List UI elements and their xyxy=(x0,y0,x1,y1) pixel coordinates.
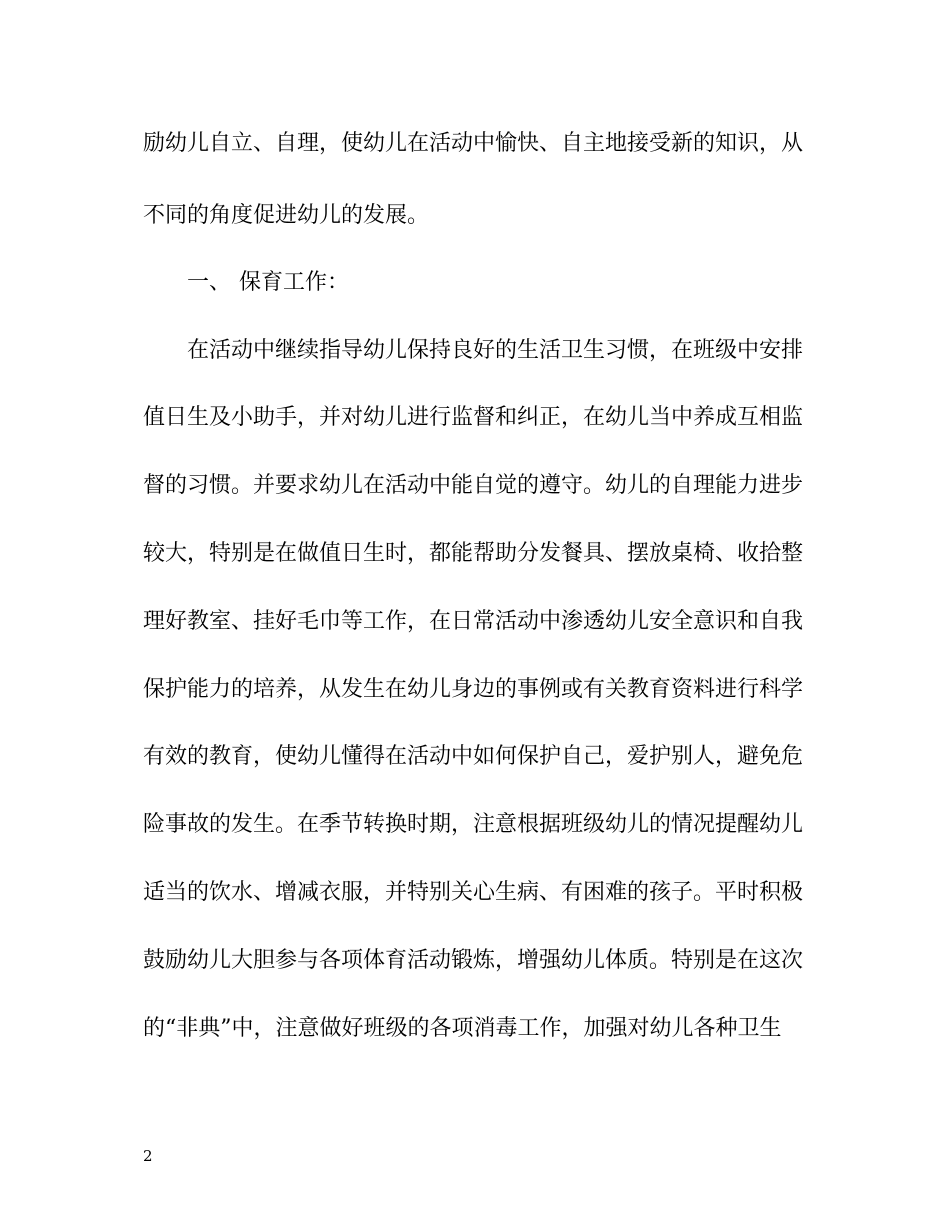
section-heading xyxy=(187,270,349,296)
paragraph-line: 理好教室、挂好毛巾等工作，在日常活动中渗透幼儿安全意识和自我 xyxy=(143,609,804,634)
paragraph-line: 督的习惯。并要求幼儿在活动中能自觉的遵守。幼儿的自理能力进步 xyxy=(143,473,804,498)
section-heading-title: 保育工作： xyxy=(239,270,350,295)
paragraph-line: 不同的角度促进幼儿的发展。 xyxy=(143,203,430,228)
paragraph-line: 险事故的发生。在季节转换时期，注意根据班级幼儿的情况提醒幼儿 xyxy=(143,812,804,837)
paragraph-line: 较大，特别是在做值日生时，都能帮助分发餐具、摆放桌椅、收拾整 xyxy=(143,541,804,566)
paragraph-line: 保护能力的培养，从发生在幼儿身边的事例或有关教育资料进行科学 xyxy=(143,677,804,702)
paragraph-line: 在活动中继续指导幼儿保持良好的生活卫生习惯，在班级中安排 xyxy=(187,338,804,363)
paragraph-line: 值日生及小助手，并对幼儿进行监督和纠正，在幼儿当中养成互相监 xyxy=(143,405,804,430)
paragraph-line: 适当的饮水、增减衣服，并特别关心生病、有困难的孩子。平时积极 xyxy=(143,880,804,905)
paragraph-line: 的“非典”中，注意做好班级的各项消毒工作，加强对幼儿各种卫生 xyxy=(143,1016,782,1041)
section-heading-number: 一、 xyxy=(187,270,232,295)
page-number: 2 xyxy=(143,1147,153,1165)
paragraph-line: 鼓励幼儿大胆参与各项体育活动锻炼，增强幼儿体质。特别是在这次 xyxy=(143,948,804,973)
paragraph-line: 励幼儿自立、自理，使幼儿在活动中愉快、自主地接受新的知识，从 xyxy=(143,131,804,156)
paragraph-line: 有效的教育，使幼儿懂得在活动中如何保护自己，爱护别人，避免危 xyxy=(143,744,804,769)
